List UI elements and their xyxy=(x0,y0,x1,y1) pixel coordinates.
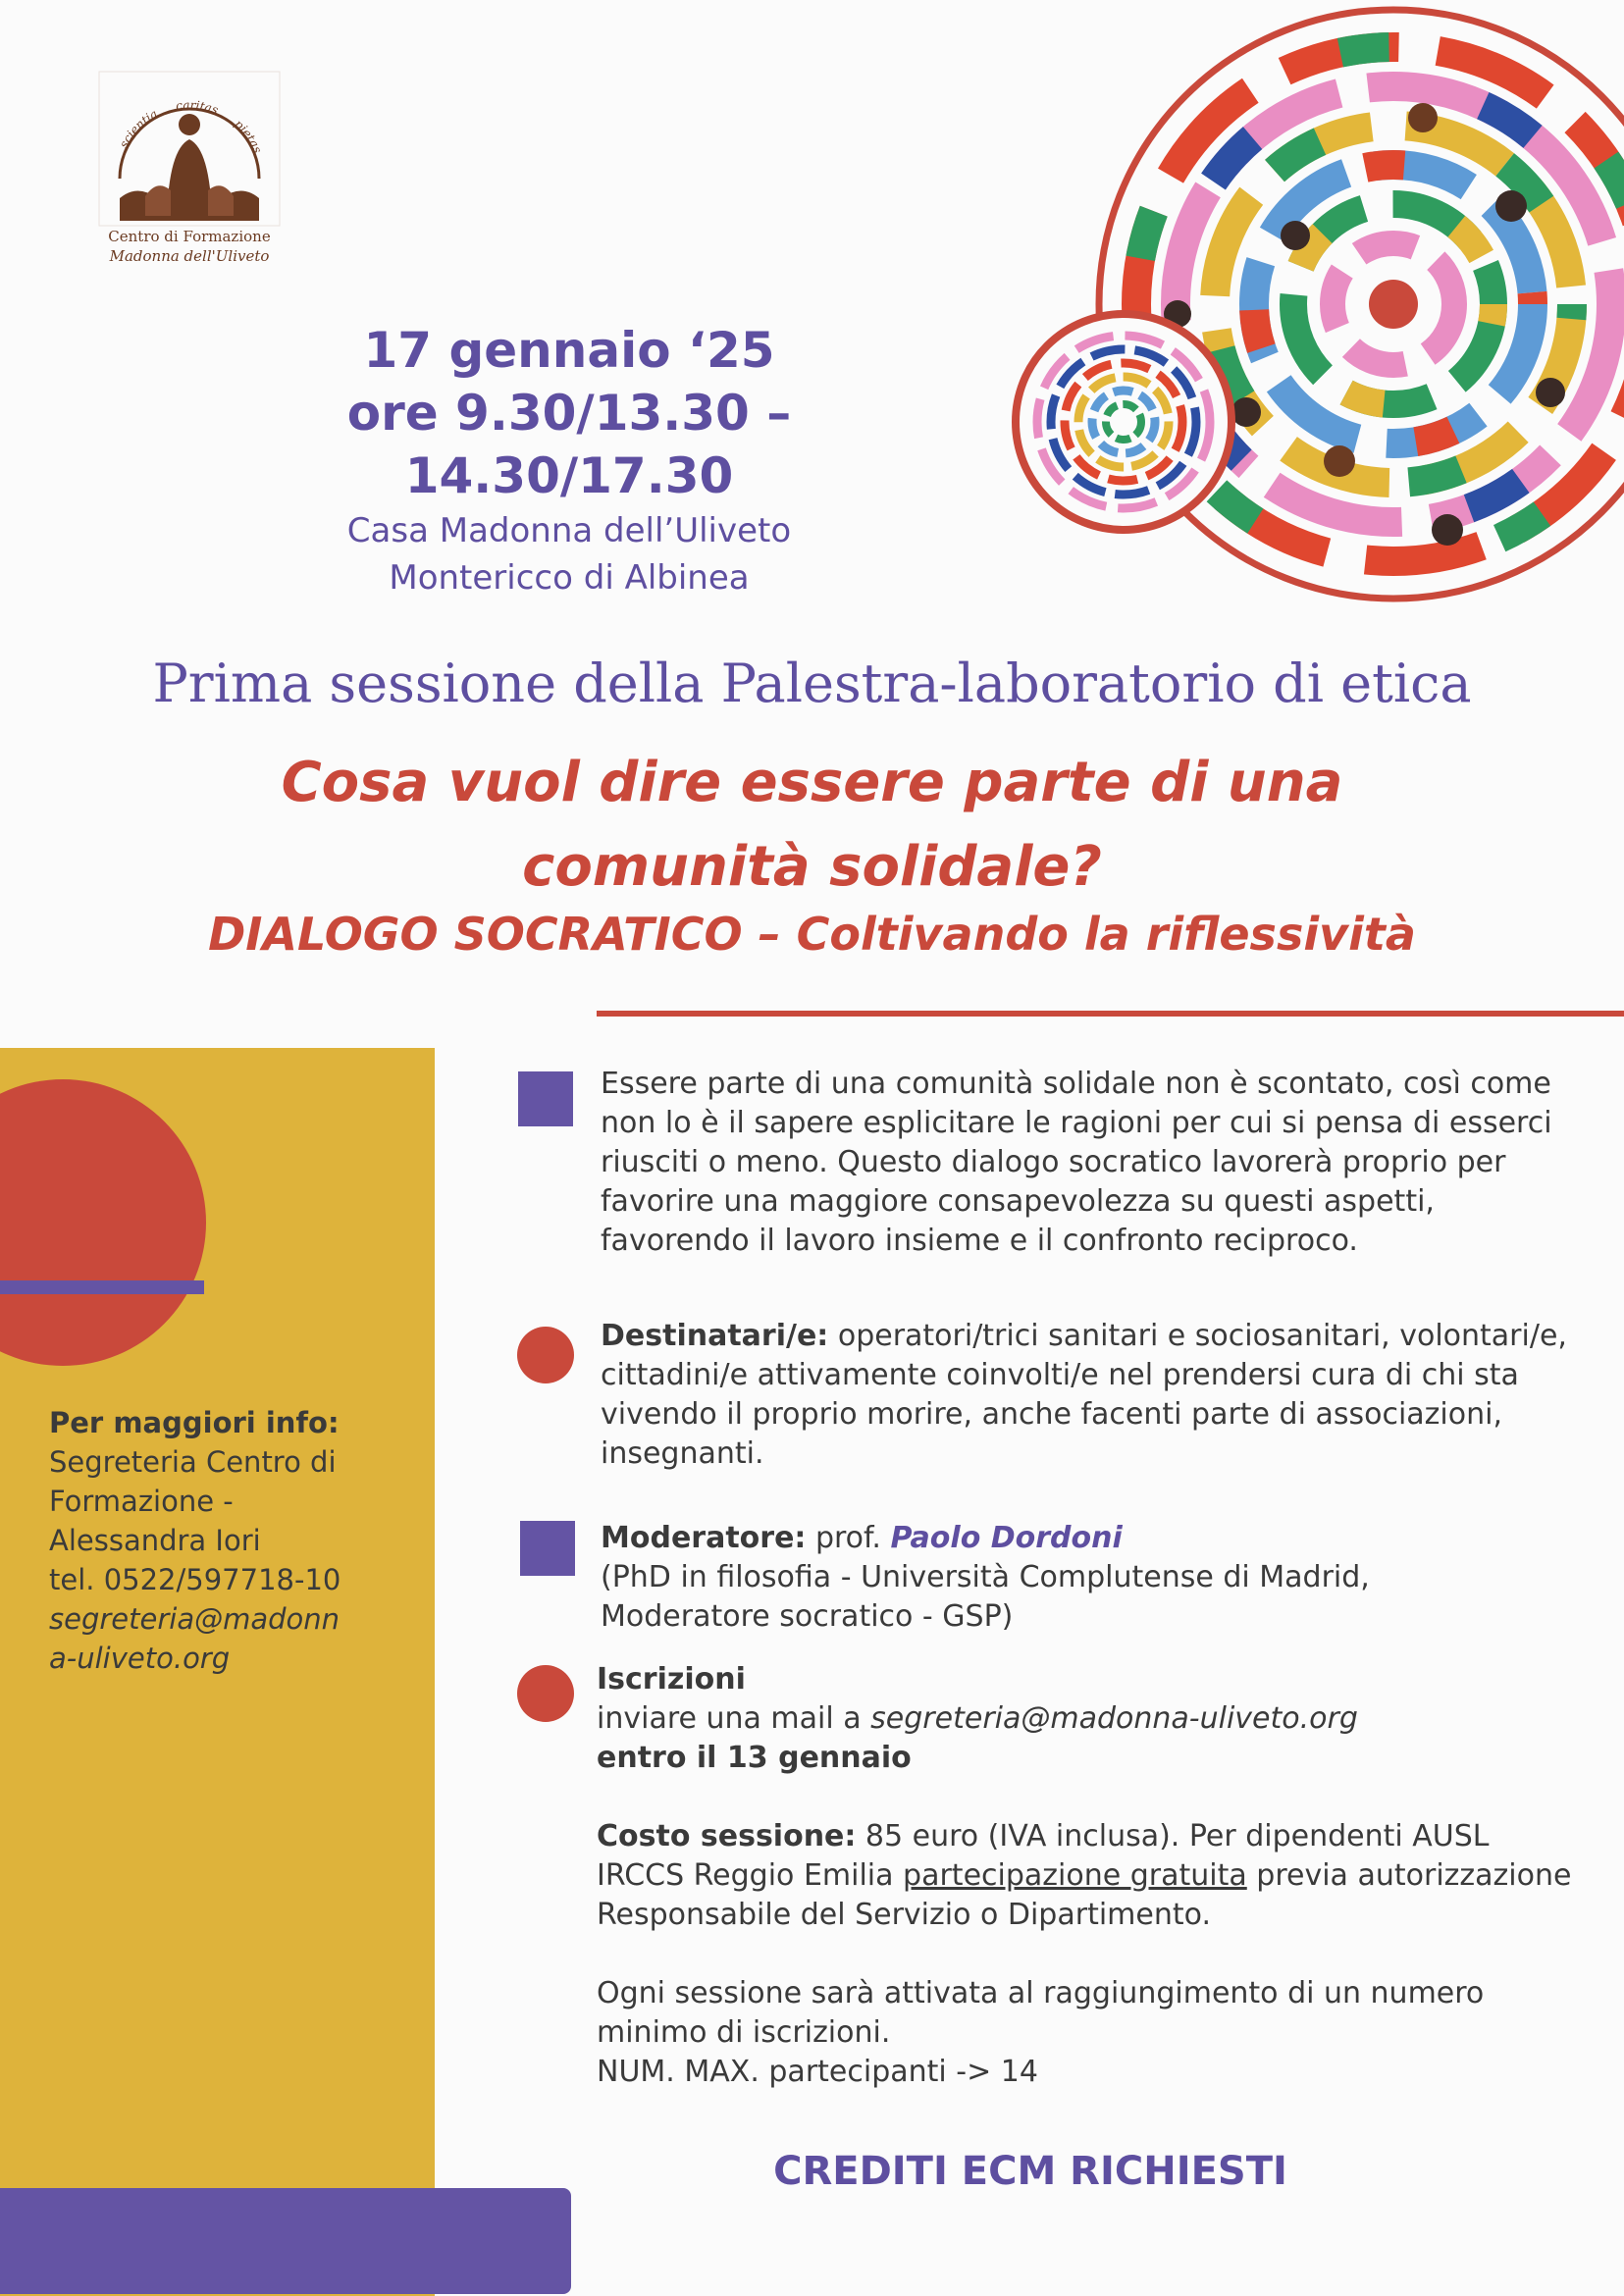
logo-org-line-2: Madonna dell'Uliveto xyxy=(109,247,270,265)
cost-text-1: 85 euro (IVA inclusa). Per dipendenti AUSL IRCCS Reggio Emilia xyxy=(597,1819,1490,1893)
moderator-title: prof. xyxy=(806,1521,891,1555)
contact-line-2: Formazione - xyxy=(49,1485,234,1518)
logo-arc-word-3: pietas xyxy=(232,117,265,156)
event-date: 17 gennaio ‘25 xyxy=(363,322,775,379)
cost-block xyxy=(597,1817,1578,1935)
event-location-line-2: Montericco di Albinea xyxy=(389,558,750,598)
concentric-people-circles-icon xyxy=(1001,0,1624,618)
intro-text: Essere parte di una comunità solidale non è scontato, così come non lo è il sapere esplicitare le ragioni per cui si pensa di esserci riusciti o meno. Questo dialogo socratico lavorerà proprio per favorire una maggiore consapevolezza su questi aspetti, favorendo il lavoro insieme e il confronto reciproco. xyxy=(601,1067,1552,1258)
organization-logo xyxy=(98,71,281,267)
registration-email[interactable]: segreteria@madonna-uliveto.org xyxy=(870,1701,1358,1736)
moderator-line-1 xyxy=(601,1519,1582,1558)
main-title-line-1: Cosa vuol dire essere parte di una xyxy=(281,751,1343,814)
activation-note: Ogni sessione sarà attivata al raggiungimento di un numero minimo di iscrizioni. xyxy=(597,1976,1485,2050)
main-title-line-2: comunità solidale? xyxy=(522,835,1102,899)
session-subtitle: Prima sessione della Palestra-laboratorio di etica xyxy=(152,652,1472,714)
event-location-line-1: Casa Madonna dell’Uliveto xyxy=(346,511,792,550)
contact-email-line-1[interactable]: segreteria@madonn xyxy=(49,1602,341,1636)
registration-label: Iscrizioni xyxy=(597,1662,746,1696)
logo-arc-word-1: scientia xyxy=(116,106,160,151)
audience-label: Destinatari/e: xyxy=(601,1319,829,1353)
logo-org-line-1: Centro di Formazione xyxy=(108,228,271,245)
contact-line-3: Alessandra Iori xyxy=(49,1524,261,1557)
community-circles-illustration xyxy=(1001,0,1624,618)
contact-info xyxy=(49,1403,402,1678)
cost-label: Costo sessione: xyxy=(597,1819,857,1853)
bullet-circle-icon xyxy=(517,1327,574,1383)
event-info xyxy=(196,319,942,601)
contact-phone: tel. 0522/597718-10 xyxy=(49,1563,341,1596)
cost-free: partecipazione gratuita xyxy=(903,1858,1247,1893)
moderator-block xyxy=(601,1519,1582,1637)
contact-heading: Per maggiori info: xyxy=(49,1406,340,1439)
decorative-purple-bar xyxy=(0,2188,571,2294)
moderator-line-3: Moderatore socratico - GSP) xyxy=(601,1599,1014,1634)
bullet-square-icon xyxy=(520,1521,575,1576)
moderator-label: Moderatore: xyxy=(601,1521,807,1555)
bullet-square-icon xyxy=(518,1071,573,1126)
contact-line-1: Segreteria Centro di xyxy=(49,1445,337,1479)
event-time: ore 9.30/13.30 – 14.30/17.30 xyxy=(346,385,792,504)
title-tagline: DIALOGO SOCRATICO – Coltivando la riflessività xyxy=(208,908,1416,961)
registration-deadline: entro il 13 gennaio xyxy=(597,1741,912,1775)
svg-text:scientia xyxy=(117,107,160,150)
logo-emblem-icon xyxy=(98,71,281,228)
ecm-credits: CREDITI ECM RICHIESTI xyxy=(773,2149,1287,2194)
bullet-circle-icon xyxy=(517,1665,574,1722)
svg-text:pietas xyxy=(232,117,264,155)
main-title xyxy=(147,741,1477,910)
divider-rule xyxy=(597,1011,1624,1017)
registration-line xyxy=(597,1699,1578,1739)
decorative-purple-line xyxy=(0,1280,204,1294)
registration-text: inviare una mail a xyxy=(597,1701,871,1736)
svg-text:caritas xyxy=(175,98,220,117)
registration-block xyxy=(597,1660,1578,2092)
audience-text: operatori/trici sanitari e sociosanitari, volontari/e, cittadini/e attivamente coinvolti/e nel prendersi cura di chi sta vivendo il proprio morire, anche facenti parte di associazioni, insegnanti. xyxy=(601,1319,1567,1471)
moderator-name: Paolo Dordoni xyxy=(890,1521,1123,1555)
contact-email-line-2[interactable]: a-uliveto.org xyxy=(49,1642,231,1675)
cost-text-2: previa autorizzazione Responsabile del Servizio o Dipartimento. xyxy=(597,1858,1572,1932)
audience-block xyxy=(601,1317,1582,1474)
max-participants: NUM. MAX. partecipanti -> 14 xyxy=(597,2055,1038,2089)
logo-arc-word-2: caritas xyxy=(175,97,221,118)
moderator-line-2: (PhD in filosofia - Università Complutense di Madrid, xyxy=(601,1560,1370,1594)
